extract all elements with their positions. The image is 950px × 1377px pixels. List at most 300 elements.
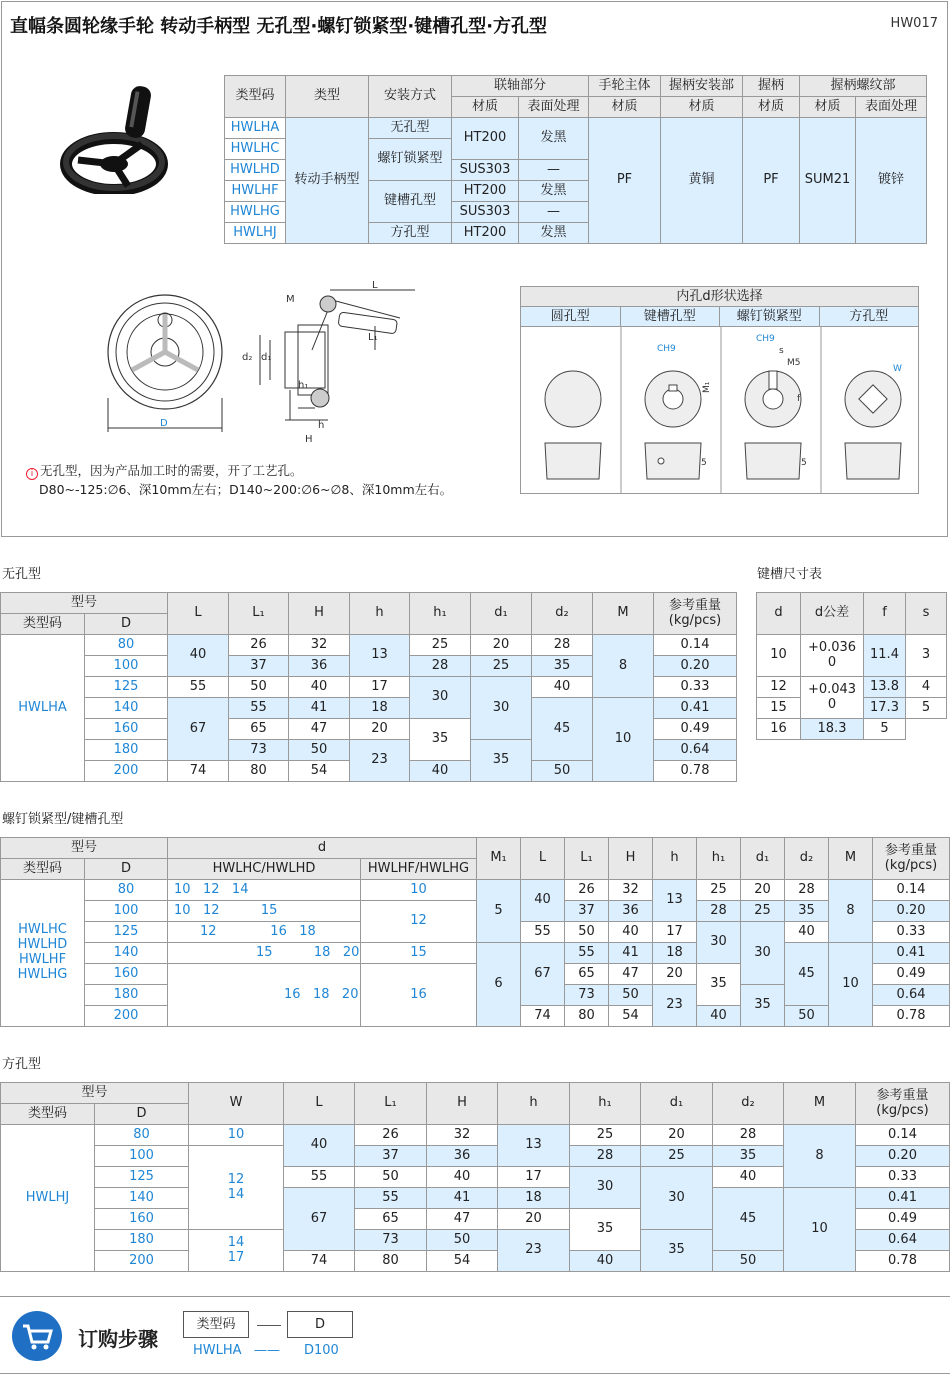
table-cell: M₁: [477, 838, 521, 880]
table-cell: 100: [85, 901, 168, 922]
table-cell: 25: [570, 1125, 641, 1146]
table-cell: 50: [289, 740, 350, 761]
table-cell: 45: [532, 698, 593, 761]
table-cell: 18: [350, 698, 410, 719]
table-cell: 5: [477, 880, 521, 943]
table-cell: 45: [785, 943, 829, 1006]
table-cell: 0.41: [873, 943, 950, 964]
table-cell: 表面处理: [856, 97, 927, 118]
table-cell: D: [95, 1104, 189, 1125]
order-val-dash: ——: [254, 1343, 280, 1358]
table-cell: 无孔型: [369, 118, 452, 139]
table-cell: HWLHA: [225, 118, 286, 139]
spec-table: [224, 75, 927, 244]
table-cell: 材质: [589, 97, 661, 118]
table-cell: HT200: [452, 118, 519, 160]
order-box-d: D: [287, 1311, 353, 1338]
table-cell: L: [284, 1083, 355, 1125]
table-cell: 80: [95, 1125, 189, 1146]
table-cell: 35: [471, 740, 532, 782]
table-cell: L: [521, 838, 565, 880]
table-cell: 16: [361, 964, 477, 1027]
table-cell: 0.64: [654, 740, 737, 761]
table-cell: 50: [229, 677, 289, 698]
table-cell: 17: [350, 677, 410, 698]
table-cell: d₁: [741, 838, 785, 880]
table-cell: 55: [355, 1188, 427, 1209]
table-cell: +0.036 0: [801, 635, 864, 677]
t1-table: [0, 592, 737, 782]
table-cell: SUS303: [452, 202, 519, 223]
table-cell: +0.043 0: [801, 677, 864, 719]
table-cell: 28: [713, 1125, 784, 1146]
table-cell: 28: [697, 901, 741, 922]
table-cell: 40: [713, 1167, 784, 1188]
lbl-5-b: 5: [801, 458, 807, 468]
table-cell: 28: [785, 880, 829, 901]
dim-L: L: [372, 280, 378, 291]
dim-D: D: [160, 418, 168, 429]
table-cell: 28: [532, 635, 593, 656]
table-cell: 37: [229, 656, 289, 677]
table-cell: 20: [471, 635, 532, 656]
note: [26, 461, 452, 499]
table-cell: 参考重量 (kg/pcs): [856, 1083, 950, 1125]
table-cell: d₁: [471, 593, 532, 635]
order-steps: [0, 1296, 950, 1374]
product-code: HW017: [890, 16, 938, 31]
table-cell: L₁: [565, 838, 609, 880]
table-cell: 40: [168, 635, 229, 677]
table-cell: 0.64: [856, 1230, 950, 1251]
table-cell: 140: [85, 943, 168, 964]
table-cell: 键槽孔型: [369, 181, 452, 223]
table-cell: 140: [85, 698, 168, 719]
table-cell: 25: [410, 635, 471, 656]
table-cell: HWLHA: [1, 635, 85, 782]
table-cell: 镀锌: [856, 118, 927, 244]
table-cell: —: [519, 160, 589, 181]
table-cell: 41: [609, 943, 653, 964]
t3-table: [0, 1082, 950, 1272]
table-cell: 67: [521, 943, 565, 1006]
table-cell: 10 12 14: [168, 880, 361, 901]
table-cell: M: [593, 593, 654, 635]
table-cell: 0.49: [856, 1209, 950, 1230]
table-cell: 5: [906, 698, 947, 719]
table-cell: HWLHF/HWLHG: [361, 859, 477, 880]
key-title: 键槽尺寸表: [757, 567, 823, 582]
table-cell: h: [653, 838, 697, 880]
table-cell: 12: [757, 677, 801, 698]
order-box-code: 类型码: [183, 1311, 249, 1338]
table-cell: 10: [784, 1188, 856, 1272]
table-cell: L: [168, 593, 229, 635]
table-cell: 65: [565, 964, 609, 985]
page-title: 直幅条圆轮缘手轮 转动手柄型 无孔型·螺钉锁紧型·键槽孔型·方孔型: [10, 16, 548, 37]
table-cell: 125: [85, 922, 168, 943]
table-cell: 参考重量 (kg/pcs): [873, 838, 950, 880]
table-cell: d: [757, 593, 801, 635]
table-cell: 型号: [1, 838, 168, 859]
spec-h-thread: 握柄螺纹部: [800, 76, 927, 97]
table-cell: 25: [741, 901, 785, 922]
table-cell: h₁: [410, 593, 471, 635]
table-cell: 67: [168, 698, 229, 761]
table-cell: 15 18 20: [168, 943, 361, 964]
lbl-m5: M5: [787, 358, 801, 368]
table-cell: 0.14: [856, 1125, 950, 1146]
lbl-w: W: [893, 364, 902, 374]
table-cell: 17: [653, 922, 697, 943]
table-cell: 32: [609, 880, 653, 901]
note-line2: D80~-125:∅6、深10mm左右；D140~200:∅6~∅8、深10mm左右。: [39, 482, 453, 497]
table-cell: W: [189, 1083, 284, 1125]
table-cell: 35: [532, 656, 593, 677]
table-cell: 35: [641, 1230, 713, 1272]
table-cell: HWLHC: [225, 139, 286, 160]
table-cell: 20: [641, 1125, 713, 1146]
table-cell: 35: [785, 901, 829, 922]
key-table: [756, 592, 947, 740]
order-title: 订购步骤: [78, 1327, 158, 1351]
table-cell: 28: [410, 656, 471, 677]
table-cell: 50: [713, 1251, 784, 1272]
dim-M: M: [286, 294, 295, 305]
table-cell: 30: [471, 677, 532, 740]
hole-shape-drawings: [521, 327, 920, 493]
table-cell: 13.8: [864, 677, 906, 698]
t3-title: 方孔型: [2, 1057, 42, 1072]
table-cell: 20: [350, 719, 410, 740]
table-cell: h₁: [570, 1083, 641, 1125]
dim-d1: d₁: [261, 352, 272, 363]
lbl-s: s: [779, 346, 784, 356]
table-cell: 73: [229, 740, 289, 761]
table-cell: 26: [565, 880, 609, 901]
table-cell: 200: [85, 761, 168, 782]
table-cell: 0.64: [873, 985, 950, 1006]
spec-h-code: 类型码: [225, 76, 286, 118]
table-cell: H: [289, 593, 350, 635]
table-cell: 55: [284, 1167, 355, 1188]
handwheel-photo: [58, 82, 170, 194]
table-cell: 0.33: [873, 922, 950, 943]
table-cell: 0.41: [856, 1188, 950, 1209]
table-cell: 35: [410, 719, 471, 761]
table-cell: 55: [565, 943, 609, 964]
table-cell: 10 12 15: [168, 901, 361, 922]
table-cell: 45: [713, 1188, 784, 1251]
table-cell: 0.49: [654, 719, 737, 740]
table-cell: 参考重量 (kg/pcs): [654, 593, 737, 635]
table-cell: 35: [741, 985, 785, 1027]
lbl-ch9-a: CH9: [657, 344, 676, 354]
dim-h: h: [318, 420, 325, 431]
table-cell: 型号: [1, 1083, 189, 1104]
table-cell: 12: [361, 901, 477, 943]
table-cell: M: [829, 838, 873, 880]
table-cell: 50: [355, 1167, 427, 1188]
t2-title: 螺钉锁紧型/键槽孔型: [2, 812, 124, 827]
lbl-f: f: [797, 394, 801, 404]
table-cell: 26: [355, 1125, 427, 1146]
table-cell: 18.3: [801, 719, 864, 740]
table-cell: 10: [757, 635, 801, 677]
table-cell: D: [85, 859, 168, 880]
table-cell: 80: [565, 1006, 609, 1027]
table-cell: —: [519, 202, 589, 223]
table-cell: 50: [427, 1230, 498, 1251]
table-cell: 发黑: [519, 181, 589, 202]
table-cell: 8: [593, 635, 654, 698]
table-cell: 表面处理: [519, 97, 589, 118]
table-cell: h: [498, 1083, 570, 1125]
table-cell: 36: [289, 656, 350, 677]
table-cell: 40: [570, 1251, 641, 1272]
table-cell: 4: [906, 677, 947, 698]
table-cell: HT200: [452, 223, 519, 244]
table-cell: 15: [361, 943, 477, 964]
table-cell: 80: [229, 761, 289, 782]
table-cell: 20: [498, 1209, 570, 1230]
info-icon: i: [26, 468, 38, 480]
table-cell: 47: [289, 719, 350, 740]
table-cell: 32: [427, 1125, 498, 1146]
table-cell: 0.14: [654, 635, 737, 656]
table-cell: 54: [609, 1006, 653, 1027]
table-cell: 35: [713, 1146, 784, 1167]
table-cell: 25: [697, 880, 741, 901]
table-cell: 方孔型: [369, 223, 452, 244]
table-cell: 55: [168, 677, 229, 698]
lbl-m1: M₁: [702, 381, 712, 393]
table-cell: 40: [785, 922, 829, 943]
table-cell: 40: [609, 922, 653, 943]
dim-h1: h₁: [298, 380, 309, 391]
table-cell: 5: [864, 719, 906, 740]
table-cell: 73: [565, 985, 609, 1006]
table-cell: 74: [168, 761, 229, 782]
dim-L1: L₁: [368, 332, 378, 343]
table-cell: 50: [609, 985, 653, 1006]
table-cell: d: [168, 838, 477, 859]
table-cell: d公差: [801, 593, 864, 635]
table-cell: h₁: [697, 838, 741, 880]
table-cell: PF: [589, 118, 661, 244]
table-cell: 65: [355, 1209, 427, 1230]
table-cell: L₁: [229, 593, 289, 635]
table-cell: 0.49: [873, 964, 950, 985]
table-cell: HWLHC HWLHD HWLHF HWLHG: [1, 880, 85, 1027]
spec-h-type: 类型: [286, 76, 369, 118]
table-cell: 80: [85, 635, 168, 656]
table-cell: 30: [410, 677, 471, 719]
table-cell: 11.4: [864, 635, 906, 677]
table-cell: 41: [289, 698, 350, 719]
table-cell: 18: [653, 943, 697, 964]
table-cell: 0.41: [654, 698, 737, 719]
table-cell: 16: [757, 719, 801, 740]
table-cell: 180: [95, 1230, 189, 1251]
table-cell: L₁: [355, 1083, 427, 1125]
table-cell: 30: [641, 1167, 713, 1230]
table-cell: 23: [498, 1230, 570, 1272]
dimension-drawing: [100, 280, 440, 450]
table-cell: 10: [593, 698, 654, 782]
table-cell: HWLHC/HWLHD: [168, 859, 361, 880]
table-cell: 8: [829, 880, 873, 943]
table-cell: 20: [653, 964, 697, 985]
table-cell: 0.78: [654, 761, 737, 782]
table-cell: 黄铜: [661, 118, 743, 244]
note-line1: 无孔型，因为产品加工时的需要，开了工艺孔。: [40, 463, 303, 478]
table-cell: 3: [906, 635, 947, 677]
table-cell: 10: [189, 1125, 284, 1146]
table-cell: 125: [95, 1167, 189, 1188]
table-cell: 36: [427, 1146, 498, 1167]
table-cell: 65: [229, 719, 289, 740]
table-cell: 14 17: [189, 1230, 284, 1272]
table-cell: 20: [741, 880, 785, 901]
order-dash-line: [257, 1325, 281, 1326]
table-cell: 26: [229, 635, 289, 656]
table-cell: 18: [498, 1188, 570, 1209]
table-cell: 54: [427, 1251, 498, 1272]
table-cell: s: [906, 593, 947, 635]
table-cell: 10: [829, 943, 873, 1027]
cart-icon: [12, 1311, 62, 1361]
table-cell: 41: [427, 1188, 498, 1209]
t1-title: 无孔型: [2, 567, 42, 582]
table-cell: d₂: [713, 1083, 784, 1125]
table-cell: 67: [284, 1188, 355, 1251]
table-cell: 125: [85, 677, 168, 698]
table-cell: 55: [229, 698, 289, 719]
order-val-code: HWLHA: [193, 1343, 242, 1358]
table-cell: 类型码: [1, 859, 85, 880]
table-cell: 54: [289, 761, 350, 782]
table-cell: 30: [697, 922, 741, 964]
table-cell: 23: [350, 740, 410, 782]
table-cell: 100: [85, 656, 168, 677]
table-cell: 80: [85, 880, 168, 901]
table-cell: 材质: [661, 97, 743, 118]
table-cell: HWLHG: [225, 202, 286, 223]
table-cell: 17: [498, 1167, 570, 1188]
table-cell: 材质: [800, 97, 856, 118]
table-cell: 40: [521, 880, 565, 922]
table-cell: M: [784, 1083, 856, 1125]
table-cell: 材质: [452, 97, 519, 118]
table-cell: 0.20: [654, 656, 737, 677]
table-cell: HWLHJ: [1, 1125, 95, 1272]
spec-h-shaft: 联轴部分: [452, 76, 589, 97]
table-cell: 100: [95, 1146, 189, 1167]
table-cell: 25: [641, 1146, 713, 1167]
table-cell: 发黑: [519, 118, 589, 160]
table-cell: 55: [521, 922, 565, 943]
table-cell: 35: [697, 964, 741, 1006]
table-cell: HWLHD: [225, 160, 286, 181]
table-cell: 25: [471, 656, 532, 677]
order-val-d: D100: [304, 1343, 339, 1358]
table-cell: 0.14: [873, 880, 950, 901]
table-cell: 40: [697, 1006, 741, 1027]
table-cell: 40: [427, 1167, 498, 1188]
table-cell: 50: [565, 922, 609, 943]
table-cell: 140: [95, 1188, 189, 1209]
table-cell: 13: [653, 880, 697, 922]
table-cell: 160: [85, 719, 168, 740]
table-cell: 47: [427, 1209, 498, 1230]
table-cell: 160: [95, 1209, 189, 1230]
table-cell: f: [864, 593, 906, 635]
table-cell: 160: [85, 964, 168, 985]
dim-d2: d₂: [242, 352, 253, 363]
table-cell: 180: [85, 985, 168, 1006]
spec-h-gripmount: 握柄安装部: [661, 76, 743, 97]
table-cell: 74: [521, 1006, 565, 1027]
table-cell: 17.3: [864, 698, 906, 719]
table-cell: 80: [355, 1251, 427, 1272]
spec-h-mount: 安装方式: [369, 76, 452, 118]
table-cell: 35: [570, 1209, 641, 1251]
table-cell: 37: [355, 1146, 427, 1167]
table-cell: 类型码: [1, 1104, 95, 1125]
table-cell: 180: [85, 740, 168, 761]
table-cell: D: [85, 614, 168, 635]
table-cell: 200: [95, 1251, 189, 1272]
table-cell: 材质: [743, 97, 800, 118]
table-cell: 转动手柄型: [286, 118, 369, 244]
table-cell: 74: [284, 1251, 355, 1272]
table-cell: 0.33: [654, 677, 737, 698]
table-cell: 10: [361, 880, 477, 901]
table-cell: 6: [477, 943, 521, 1027]
hole-title: 内孔d形状选择: [521, 287, 918, 307]
table-cell: HWLHJ: [225, 223, 286, 244]
hole-type-square: 方孔型: [849, 309, 889, 324]
table-cell: 16 18 20: [168, 964, 361, 1027]
table-cell: d₁: [641, 1083, 713, 1125]
hole-shape-panel: [520, 286, 919, 494]
table-cell: SUS303: [452, 160, 519, 181]
table-cell: SUM21: [800, 118, 856, 244]
spec-h-body: 手轮主体: [589, 76, 661, 97]
table-cell: 40: [532, 677, 593, 698]
table-cell: 40: [289, 677, 350, 698]
table-cell: H: [609, 838, 653, 880]
table-cell: d₂: [532, 593, 593, 635]
table-cell: h: [350, 593, 410, 635]
table-cell: PF: [743, 118, 800, 244]
table-cell: 40: [410, 761, 471, 782]
table-cell: 0.78: [873, 1006, 950, 1027]
table-cell: HWLHF: [225, 181, 286, 202]
table-cell: 13: [498, 1125, 570, 1167]
table-cell: 47: [609, 964, 653, 985]
table-cell: d₂: [785, 838, 829, 880]
table-cell: 40: [284, 1125, 355, 1167]
table-cell: 0.20: [873, 901, 950, 922]
table-cell: 50: [532, 761, 593, 782]
table-cell: 0.20: [856, 1146, 950, 1167]
dim-H: H: [305, 434, 313, 445]
table-cell: 50: [785, 1006, 829, 1027]
table-cell: 200: [85, 1006, 168, 1027]
table-cell: HT200: [452, 181, 519, 202]
